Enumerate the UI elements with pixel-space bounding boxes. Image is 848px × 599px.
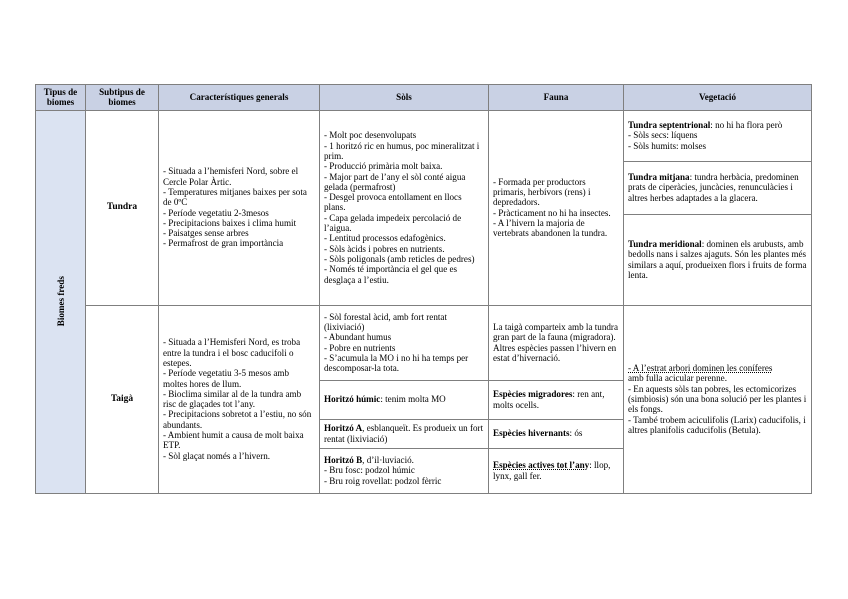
tundra-fauna (489, 110, 624, 305)
septentrional-line: - Sòls humits: molses (628, 140, 707, 151)
tundra-sols-line: - 1 horitzó ric en humus, poc mineralitzat i prim. (324, 140, 480, 161)
taiga-veg-line: - En aquests sòls tan pobres, les ectomicorizes (simbiosis) són una bona solució per les plantes i els fongs. (628, 383, 807, 415)
group-label: Biomes freds (55, 276, 66, 327)
header-tipus: Tipus de biomes (36, 85, 86, 111)
tundra-sols-line: - Capa gelada impedeix percolació de l’aigua. (324, 212, 462, 234)
tundra-fauna-line: - Formada per productors primaris, herbívors (rens) i depredadors. (493, 176, 591, 208)
taiga-car-line: - Situada a l’Hemisferi Nord, es troba entre la tundra i el bosc caducifoli o estepes. (163, 337, 301, 368)
taiga-car-line: - Sòl glaçat només a l’hivern. (163, 450, 271, 461)
tundra-car-line: - Precipitacions baixes i clima humit (163, 217, 297, 228)
tundra-sols (320, 110, 489, 305)
tundra-car-line: - Situada a l’hemisferi Nord, sobre el Cercle Polar Àrtic. (163, 166, 299, 187)
tundra-fauna-line: - Pràcticament no hi ha insectes. (493, 207, 611, 218)
hivernants-text: : ós (569, 428, 583, 439)
tundra-sols-line: - Només té importància el gel que es desglaça a l’estiu. (324, 264, 458, 285)
taiga-sols-line: - Pobre en nutrients (324, 342, 396, 353)
taiga-car-line: - Bioclima similar al de la tundra amb risc de glaçades tot l’any. (163, 388, 302, 410)
hivernants-title: Espècies hivernants (493, 428, 570, 439)
taiga-car-line: - Període vegetatiu 3-5 mesos amb moltes hores de llum. (163, 368, 290, 389)
horitzo-b-title: Horitzó B (324, 455, 363, 466)
taiga-sols-line: - S’acumula la MO i no hi ha temps per descomposar-la tota. (324, 352, 469, 374)
taiga-row (36, 305, 812, 380)
biomes-table-container (35, 84, 812, 494)
tundra-veg-meridional (624, 214, 812, 305)
horitzo-b-line: - Bru fosc: podzol húmic (324, 465, 415, 476)
tundra-sols-line: - Sòls àcids i pobres en nutrients. (324, 243, 445, 254)
header-fauna: Fauna (489, 85, 624, 111)
tundra-name: Tundra (86, 110, 159, 305)
septentrional-line: - Sòls secs: líquens (628, 130, 698, 141)
taiga-car-line: - Precipitacions sobretot a l’estiu, no són abundants. (163, 409, 312, 430)
taiga-sols-line: - Abundant humus (324, 332, 392, 343)
tundra-sols-line: - Molt poc desenvolupats (324, 130, 417, 141)
header-row (36, 85, 812, 111)
horitzo-humic-text: : tenim molta MO (380, 394, 446, 405)
taiga-hivernants (489, 419, 624, 448)
tundra-car-line: - Paisatges sense arbres (163, 228, 249, 239)
tundra-sols-line: - Producció primària molt baixa. (324, 161, 443, 172)
mitjana-text: : tundra herbàcia, predominen prats de ciperàcies, juncàcies, renunculàcies i altres herbes adaptades a la glacera. (628, 172, 799, 203)
meridional-text: : dominen els arubusts, amb bedolls nans i salzes ajaguts. Són les plantes més similars a aquí, produeixen flors i fruits de forma lenta. (628, 239, 807, 280)
taiga-sols-line: - Sòl forestal àcid, amb fort rentat (lixiviació) (324, 311, 447, 332)
septentrional-title: Tundra septentrional (628, 120, 711, 131)
taiga-vegetacio (624, 305, 812, 493)
tundra-veg-mitjana (624, 161, 812, 214)
taiga-horitzo-b (320, 448, 489, 493)
taiga-actives (489, 448, 624, 493)
taiga-caracteristiques (159, 305, 320, 493)
taiga-migradores (489, 380, 624, 419)
tundra-sols-line: - Major part de l’any el sòl conté aigua gelada (permafrost) (324, 171, 466, 192)
tundra-sols-line: - Desgel provoca entollament en llocs plans. (324, 192, 462, 213)
tundra-caracteristiques (159, 110, 320, 305)
actives-text: : llop, lynx, gall fer. (493, 460, 611, 481)
header-subtipus: Subtipus de biomes (86, 85, 159, 111)
tundra-fauna-line: - A l’hivern la majoria de vertebrats abandonen la tundra. (493, 217, 608, 239)
meridional-title: Tundra meridional (628, 239, 702, 249)
taiga-name: Taigà (86, 305, 159, 493)
taiga-sols-main (320, 305, 489, 380)
header-vegetacio: Vegetació (624, 85, 812, 111)
taiga-veg-line: amb fulla acicular perenne. (628, 373, 727, 384)
taiga-car-line: - Ambient humit a causa de molt baixa ETP. (163, 429, 304, 451)
horitzo-humic-title: Horitzó húmic (324, 394, 381, 405)
migradores-title: Espècies migradores (493, 389, 573, 400)
tundra-car-line: - Període vegetatiu 2-3mesos (163, 207, 269, 218)
header-caracteristiques: Característiques generals (159, 85, 320, 111)
tundra-car-line: - Temperatures mitjanes baixes per sota de 0ºC (163, 187, 307, 208)
tundra-veg-septentrional (624, 110, 812, 161)
header-sols: Sòls (320, 85, 489, 111)
septentrional-text: : no hi ha flora però (710, 120, 783, 131)
actives-title: Espècies actives tot l’any (493, 460, 590, 471)
tundra-car-line: - Permafrost de gran importància (163, 238, 284, 249)
horitzo-a-title: Horitzó A (324, 423, 363, 434)
tundra-sols-line: - Sòls poligonals (amb reticles de pedres) (324, 253, 475, 264)
tundra-sols-line: - Lentitud processos edafogènics. (324, 233, 446, 244)
taiga-veg-line: - També trobem aciculifolis (Larix) caducifolis, i altres planifolis caducifolis (Betula). (628, 414, 806, 435)
taiga-veg-lead: - A l’estrat arbori dominen les coníferes (628, 363, 773, 374)
taiga-horitzo-a (320, 419, 489, 448)
biomes-table (35, 84, 812, 494)
migradores-text: : ren ant, molts ocells. (493, 389, 605, 410)
mitjana-title: Tundra mitjana (628, 172, 690, 183)
taiga-fauna-main: La taigà comparteix amb la tundra gran part de la fauna (migradora). Altres espècies passen l’hivern en estat d’hivernació. (489, 305, 624, 380)
horitzo-b-text: , d’il·luviació. (362, 455, 414, 466)
tundra-row (36, 110, 812, 161)
taiga-horitzo-humic (320, 380, 489, 419)
group-cell (36, 110, 86, 493)
horitzo-b-line: - Bru roig rovellat: podzol fèrric (324, 475, 442, 486)
horitzo-a-text: , esblanqueït. Es produeix un fort rentat (lixiviació) (324, 423, 484, 444)
